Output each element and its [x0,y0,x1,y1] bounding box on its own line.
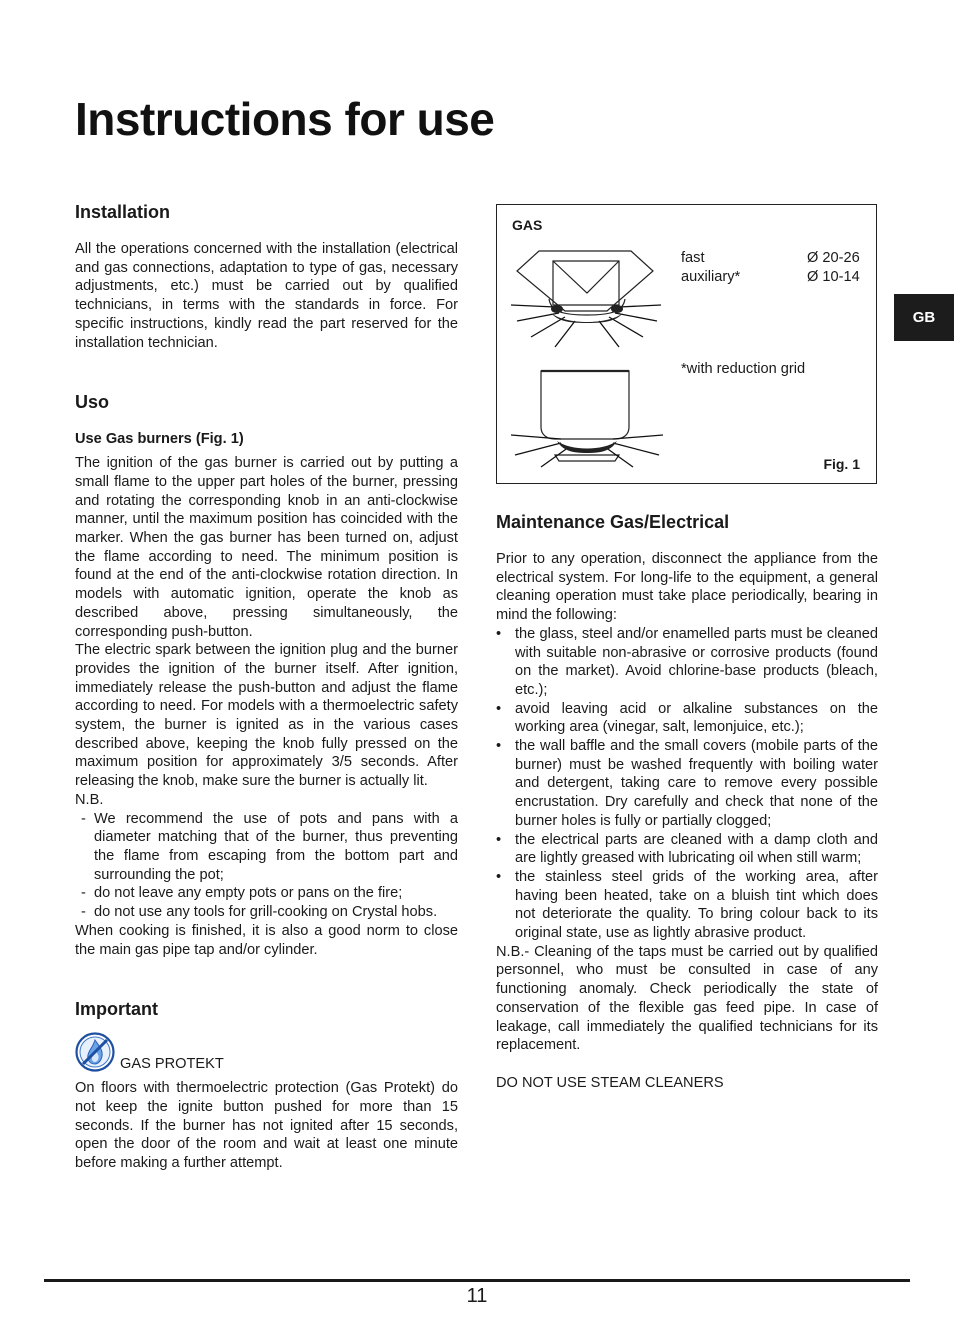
spec-value: Ø 20-26 [807,250,860,266]
list-item: • the stainless steel grids of the working area, after having been heated, take on a bluish tint which does not deteriorate the quality. To bring colour back to its original state, use as lightly abrasive product. [515,868,878,943]
auxiliary-burner-diagram [511,367,663,471]
reduction-grid-note: *with reduction grid [681,361,806,377]
maintenance-heading: Maintenance Gas/Electrical [496,512,730,532]
installation-heading: Installation [75,202,171,222]
language-tab: GB [894,294,954,341]
gas-protekt-label: GAS PROTEKT [120,1056,224,1073]
spec-row-auxiliary [681,268,863,287]
spec-name: fast [681,250,705,266]
page-title: Instructions for use [75,93,495,145]
uso-subheading: Use Gas burners (Fig. 1) [75,431,244,448]
important-heading: Important [75,999,158,1020]
gas-protekt-row [75,1032,458,1072]
maintenance-list [496,625,878,943]
list-item: - do not leave any empty pots or pans on the fire; [94,884,458,903]
fast-burner-diagram [511,247,663,349]
steam-cleaner-warning: DO NOT USE STEAM CLEANERS [496,1074,724,1091]
spec-name: auxiliary* [681,269,741,285]
figure-heading: GAS [512,217,543,233]
uso-heading: Uso [75,392,110,413]
uso-paragraph-2: The electric spark between the ignition plug and the burner provides the ignition of the burner itself. After ignition, immediately release the push-button and adjust the flame according to need. For models with a thermoelectric safety system, the burner is ignited as in the various cases described above, keeping the knob fully pressed on the maximum position for approximately 3/5 seconds. After releasing the knob, make sure the burner is actually lit. [75,642,458,790]
installation-text: All the operations concerned with the installation (electrical and gas connections, adaptation to type of gas, necessary adjustments, etc.) must be carried out by qualified technicians, in terms with the standards in force. For specific instructions, kindly read the part reserved for the installation technician. [75,241,458,351]
list-item: • the glass, steel and/or enamelled parts must be cleaned with suitable non-abrasive or corrosive products (found on the market). Avoid chlorine-base products (bleach, etc.); [515,625,878,700]
list-item: • the electrical parts are cleaned with a damp cloth and are lightly greased with lubricating oil when still warm; [515,831,878,868]
spec-value: Ø 10-14 [807,269,860,285]
no-flame-icon [75,1032,115,1072]
list-item: • the wall baffle and the small covers (mobile parts of the burner) must be washed frequently with boiling water and detergent, taking care to remove every possible encrustation. Dry carefully and check that none of the burner holes is fully or partially clogged; [515,737,878,831]
right-column [496,510,878,1093]
uso-nb: N.B. [75,791,104,808]
page-number: 11 [466,1285,488,1307]
list-item: • avoid leaving acid or alkaline substances on the working area (vinegar, salt, lemonjuice, etc.); [515,700,878,737]
uso-closing: When cooking is finished, it is also a good norm to close the main gas pipe tap and/or cylinder. [75,922,458,958]
footer-divider [44,1279,910,1282]
maintenance-intro: Prior to any operation, disconnect the appliance from the electrical system. For long-life to the equipment, a general cleaning operation must take place periodically, bearing in mind the following: [496,551,878,624]
uso-notes-list [75,810,458,922]
list-item: - We recommend the use of pots and pans with a diameter matching that of the burner, thus preventing the flame from escaping from the bottom part and surrounding the pot; [94,810,458,885]
left-column [75,200,458,1173]
figure-label: Fig. 1 [823,456,860,472]
figure-1-box [496,204,877,484]
maintenance-nb: N.B.- Cleaning of the taps must be carried out by qualified personnel, who must be consulted in case of any functioning anomaly. Check periodically the state of conservation of the flexible gas feed pipe. In case of leakage, call immediately the qualified technicians for its replacement. [496,943,878,1054]
spec-row-fast [681,249,863,268]
important-text: On floors with thermoelectric protection (Gas Protekt) do not keep the ignite button pushed for more than 15 seconds. If the burner has not ignited after 15 seconds, open the door of the room and wait at least one minute before making a further attempt. [75,1080,458,1172]
list-item: - do not use any tools for grill-cooking on Crystal hobs. [94,903,458,922]
uso-paragraph-1: The ignition of the gas burner is carried out by putting a small flame to the upper part holes of the burner, pressing and rotating the corresponding knob in an anti-clockwise manner, until the maximum position has coincided with the marker. When the gas burner has been turned on, adjust the flame according to need. The minimum position is found at the end of the anti-clockwise rotation direction. In models with automatic ignition, operate the knob as described above, pressing simultaneously, the corresponding push-button. [75,455,458,640]
